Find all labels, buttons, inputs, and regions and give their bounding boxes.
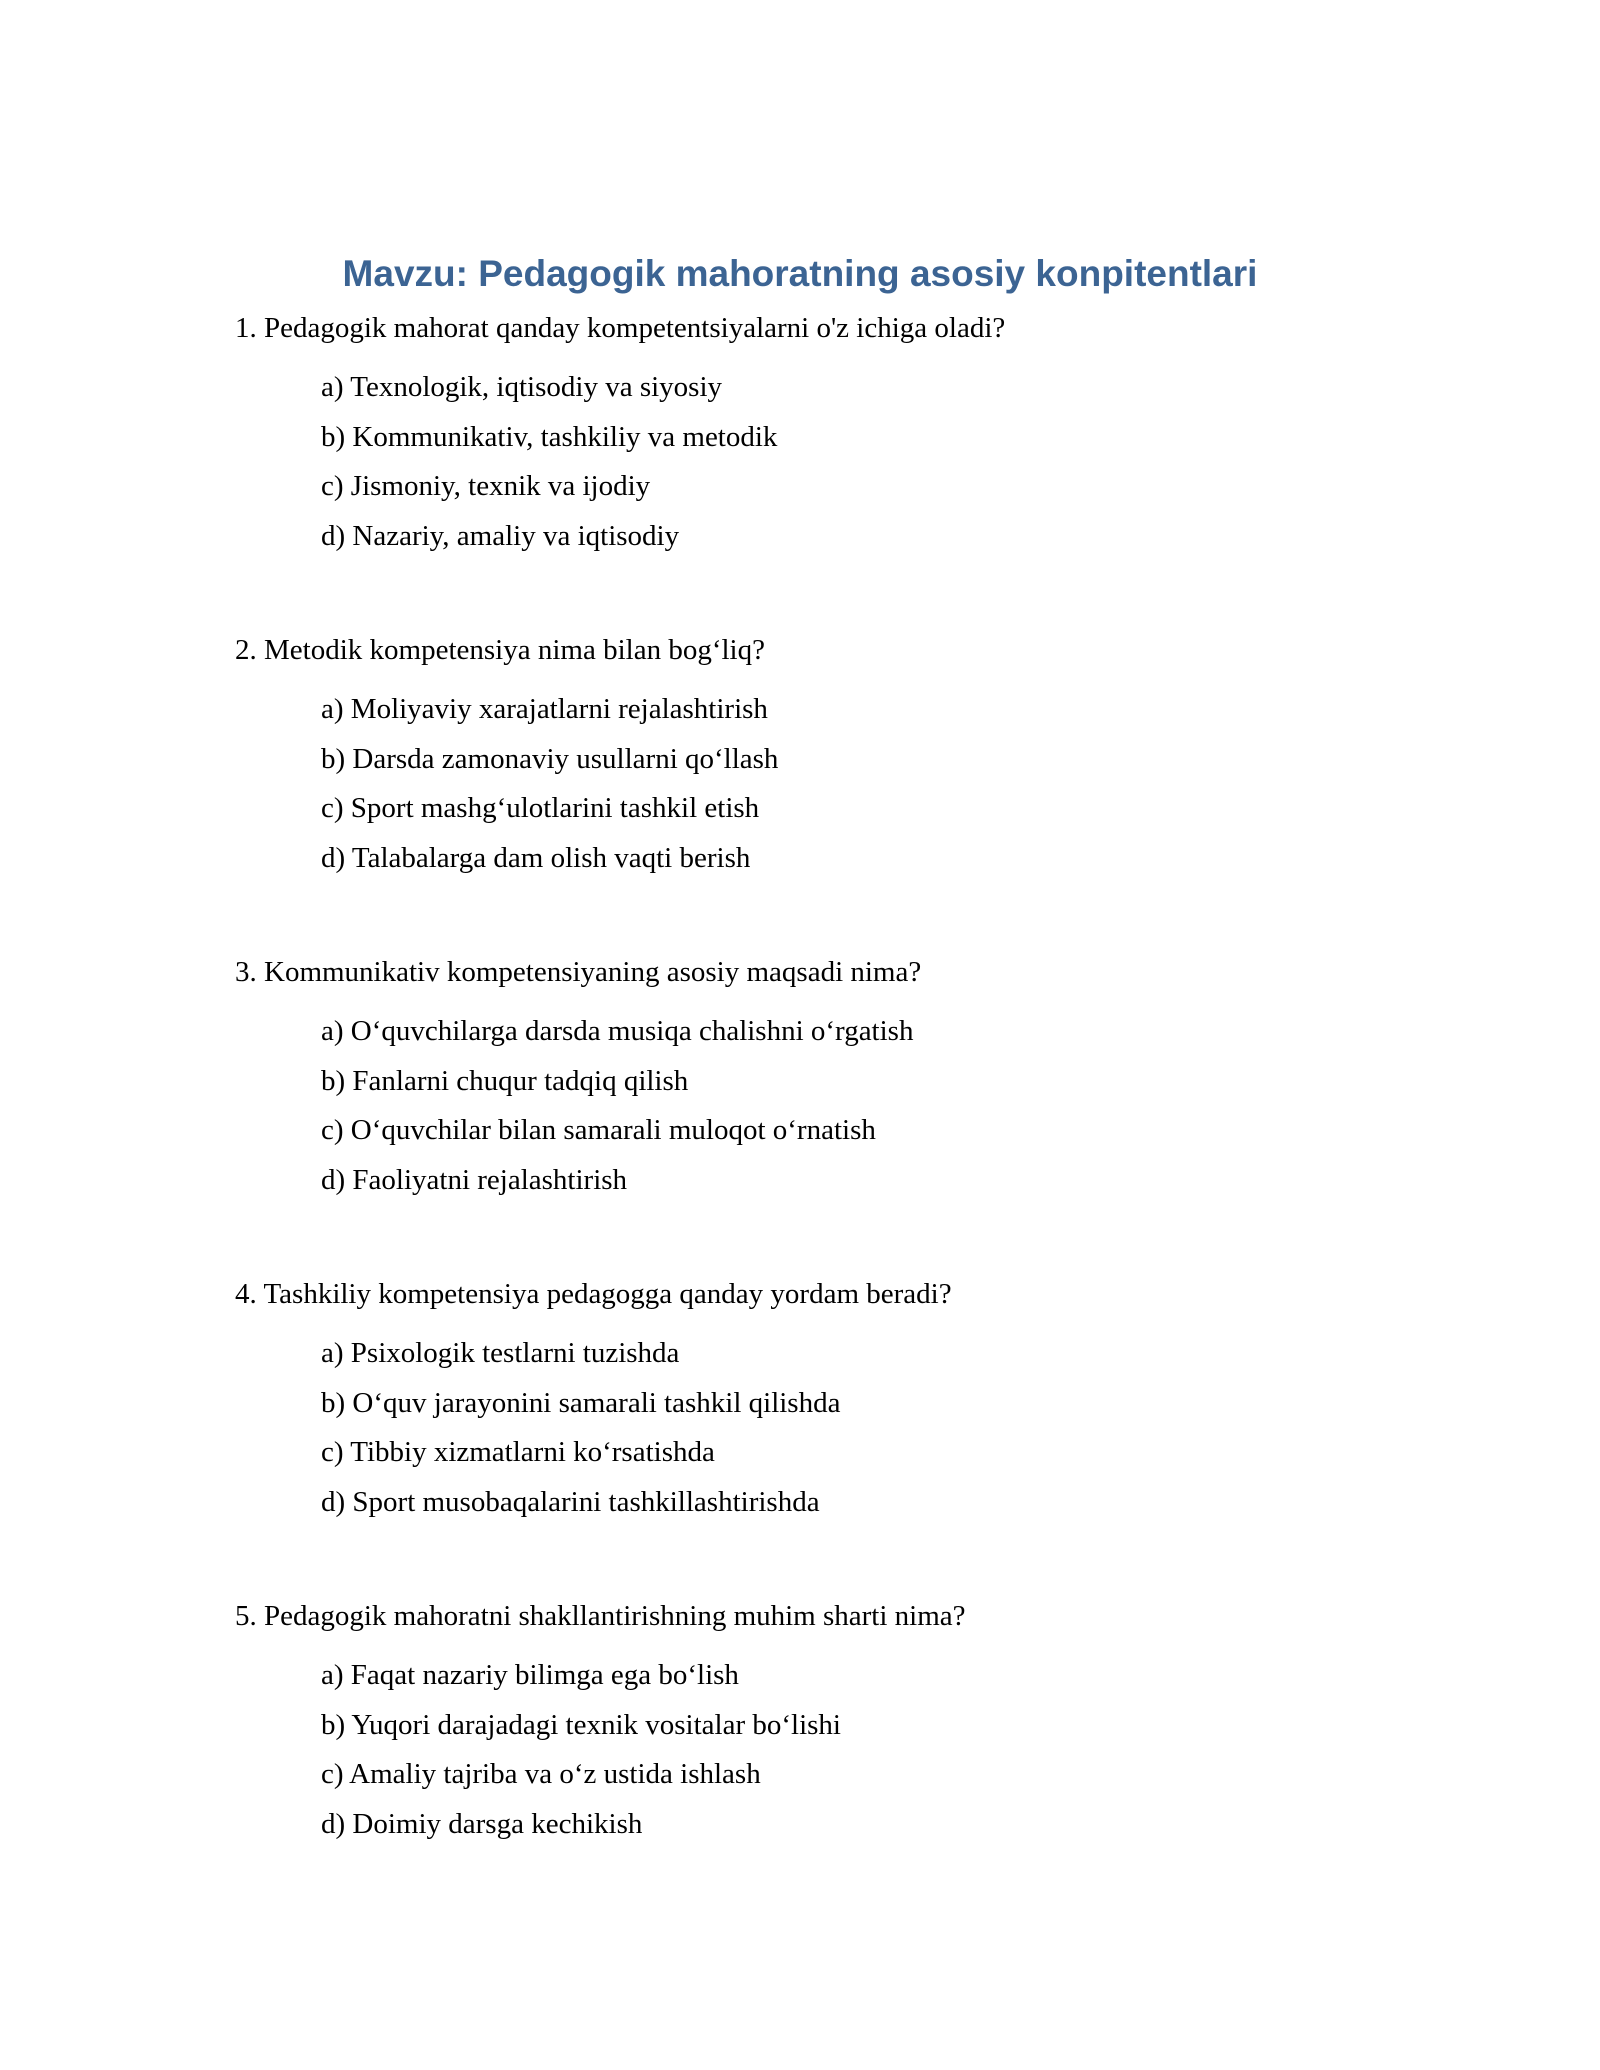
question-1 <box>235 308 1435 561</box>
option-b: b) Yuqori darajadagi texnik vositalar bo‘lishi <box>321 1708 841 1741</box>
question-4 <box>235 1274 1435 1527</box>
question-text: 3. Kommunikativ kompetensiyaning asosiy maqsadi nima? <box>235 956 922 988</box>
option-d: d) Faoliyatni rejalashtirish <box>321 1163 628 1196</box>
answer-options <box>321 1651 1435 1849</box>
question-text: 2. Metodik kompetensiya nima bilan bog‘liq? <box>235 634 765 666</box>
option-a: a) Faqat nazariy bilimga ega bo‘lish <box>321 1659 739 1691</box>
option-d: d) Nazariy, amaliy va iqtisodiy <box>321 519 680 552</box>
answer-options <box>321 1007 1435 1205</box>
option-b: b) Kommunikativ, tashkiliy va metodik <box>321 420 778 453</box>
question-text: 4. Tashkiliy kompetensiya pedagogga qanday yordam beradi? <box>235 1278 952 1310</box>
option-c: c) O‘quvchilar bilan samarali muloqot o‘rnatish <box>321 1114 876 1146</box>
option-a: a) Texnologik, iqtisodiy va siyosiy <box>321 371 723 403</box>
option-b: b) Darsda zamonaviy usullarni qo‘llash <box>321 742 779 775</box>
question-list <box>235 308 1435 1918</box>
option-d: d) Doimiy darsga kechikish <box>321 1807 643 1840</box>
question-3 <box>235 952 1435 1205</box>
answer-options <box>321 685 1435 883</box>
option-d: d) Talabalarga dam olish vaqti berish <box>321 841 751 874</box>
option-c: c) Amaliy tajriba va o‘z ustida ishlash <box>321 1758 761 1790</box>
question-text: 1. Pedagogik mahorat qanday kompetentsiyalarni o'z ichiga oladi? <box>235 312 1006 344</box>
question-text: 5. Pedagogik mahoratni shakllantirishning muhim sharti nima? <box>235 1600 966 1632</box>
answer-options <box>321 1329 1435 1527</box>
option-c: c) Jismoniy, texnik va ijodiy <box>321 470 651 502</box>
answer-options <box>321 363 1435 561</box>
option-a: a) Moliyaviy xarajatlarni rejalashtirish <box>321 693 768 725</box>
question-5 <box>235 1596 1435 1849</box>
option-d: d) Sport musobaqalarini tashkillashtirishda <box>321 1485 820 1518</box>
option-c: c) Sport mashg‘ulotlarini tashkil etish <box>321 792 760 824</box>
option-a: a) Psixologik testlarni tuzishda <box>321 1337 680 1369</box>
option-b: b) Fanlarni chuqur tadqiq qilish <box>321 1064 689 1097</box>
option-a: a) O‘quvchilarga darsda musiqa chalishni o‘rgatish <box>321 1015 914 1047</box>
option-c: c) Tibbiy xizmatlarni ko‘rsatishda <box>321 1436 715 1468</box>
page-title: Mavzu: Pedagogik mahoratning asosiy konpitentlari <box>342 253 1258 294</box>
question-2 <box>235 630 1435 883</box>
option-b: b) O‘quv jarayonini samarali tashkil qilishda <box>321 1386 841 1419</box>
